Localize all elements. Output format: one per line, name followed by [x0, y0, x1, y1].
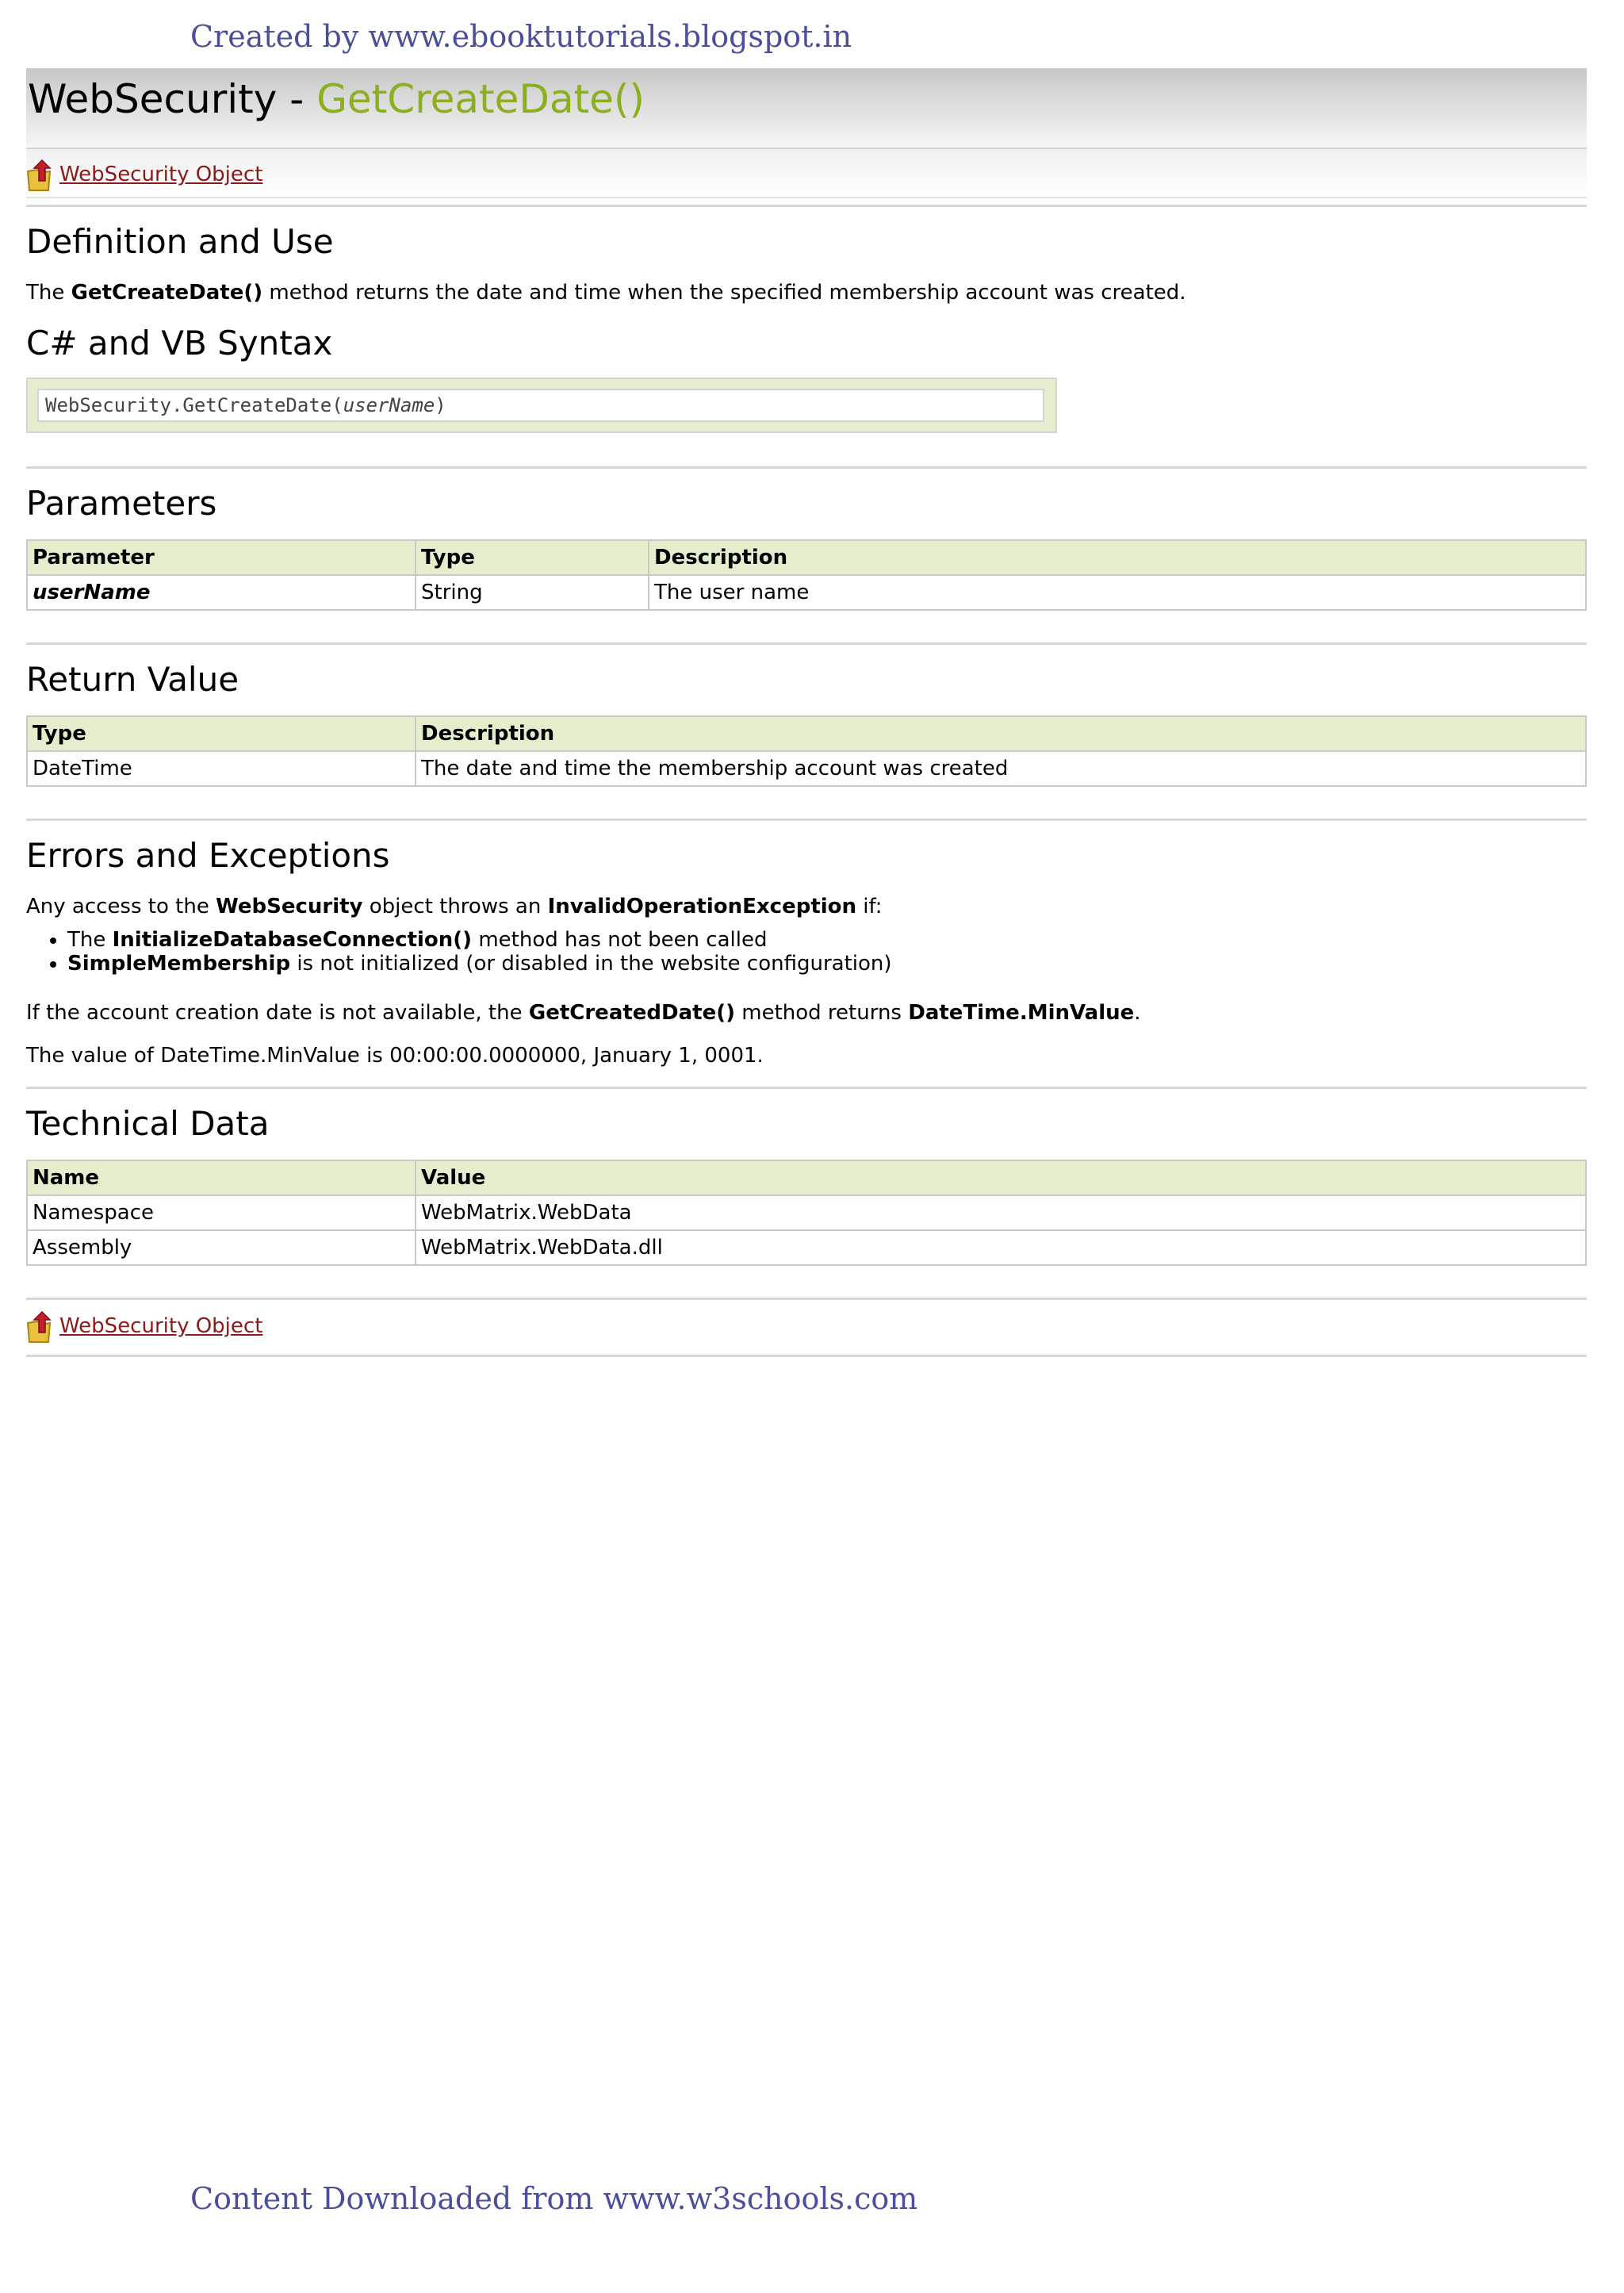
title-band [26, 68, 1587, 149]
table-cell: WebMatrix.WebData.dll [416, 1230, 1586, 1265]
technical-table [26, 1160, 1587, 1266]
divider [26, 205, 1587, 207]
page-title [28, 76, 645, 122]
footer-note: Content Downloaded from www.w3schools.com [190, 2181, 918, 2216]
divider [26, 1087, 1587, 1089]
return-value-heading: Return Value [26, 660, 239, 699]
parameters-heading: Parameters [26, 484, 217, 523]
syntax-code: WebSecurity.GetCreateDate(userName) [37, 389, 1044, 422]
table-cell: The user name [649, 575, 1586, 610]
column-header: Type [416, 540, 649, 575]
table-header-row [27, 1160, 1586, 1195]
table-row [27, 1195, 1586, 1230]
parameters-table [26, 539, 1587, 611]
errors-note: If the account creation date is not available, the GetCreatedDate() method returns DateTime.MinValue. [26, 1001, 1141, 1025]
bottom-nav-band [26, 1301, 1587, 1348]
websecurity-object-link[interactable]: WebSecurity Object [59, 1314, 263, 1338]
syntax-box [26, 378, 1057, 433]
errors-heading: Errors and Exceptions [26, 836, 390, 875]
header-note: Created by www.ebooktutorials.blogspot.in [190, 19, 852, 54]
definition-heading: Definition and Use [26, 222, 334, 261]
errors-list [26, 928, 892, 976]
up-folder-icon [26, 1309, 56, 1344]
divider [26, 819, 1587, 821]
table-header-row [27, 540, 1586, 575]
divider [26, 642, 1587, 645]
title-object: WebSecurity [28, 76, 278, 122]
title-method: GetCreateDate() [316, 76, 645, 122]
table-cell: Namespace [27, 1195, 416, 1230]
table-cell: Assembly [27, 1230, 416, 1265]
column-header: Name [27, 1160, 416, 1195]
title-separator: - [277, 76, 317, 122]
list-item: • SimpleMembership is not initialized (or disabled in the website configuration) [67, 952, 892, 976]
column-header: Parameter [27, 540, 416, 575]
table-header-row [27, 716, 1586, 751]
table-cell: WebMatrix.WebData [416, 1195, 1586, 1230]
back-link-bottom[interactable] [26, 1309, 262, 1344]
table-row [27, 575, 1586, 610]
table-cell: userName [27, 575, 416, 610]
errors-intro: Any access to the WebSecurity object throws an InvalidOperationException if: [26, 895, 883, 918]
divider [26, 1355, 1587, 1357]
table-cell: The date and time the membership account was created [416, 751, 1586, 786]
up-folder-icon [26, 157, 56, 192]
divider [26, 466, 1587, 469]
table-row [27, 1230, 1586, 1265]
return-value-table [26, 715, 1587, 787]
column-header: Type [27, 716, 416, 751]
column-header: Value [416, 1160, 1586, 1195]
definition-text: The GetCreateDate() method returns the date and time when the specified membership account was created. [26, 281, 1186, 305]
websecurity-object-link[interactable]: WebSecurity Object [59, 163, 263, 186]
minvalue-text: The value of DateTime.MinValue is 00:00:00.0000000, January 1, 0001. [26, 1044, 764, 1068]
table-row [27, 751, 1586, 786]
table-cell: DateTime [27, 751, 416, 786]
table-cell: String [416, 575, 649, 610]
divider [26, 1298, 1587, 1300]
column-header: Description [649, 540, 1586, 575]
top-nav-band [26, 149, 1587, 198]
column-header: Description [416, 716, 1586, 751]
syntax-heading: C# and VB Syntax [26, 324, 333, 362]
list-item: • The InitializeDatabaseConnection() method has not been called [67, 928, 892, 952]
back-link-top[interactable] [26, 157, 262, 192]
technical-heading: Technical Data [26, 1104, 270, 1143]
